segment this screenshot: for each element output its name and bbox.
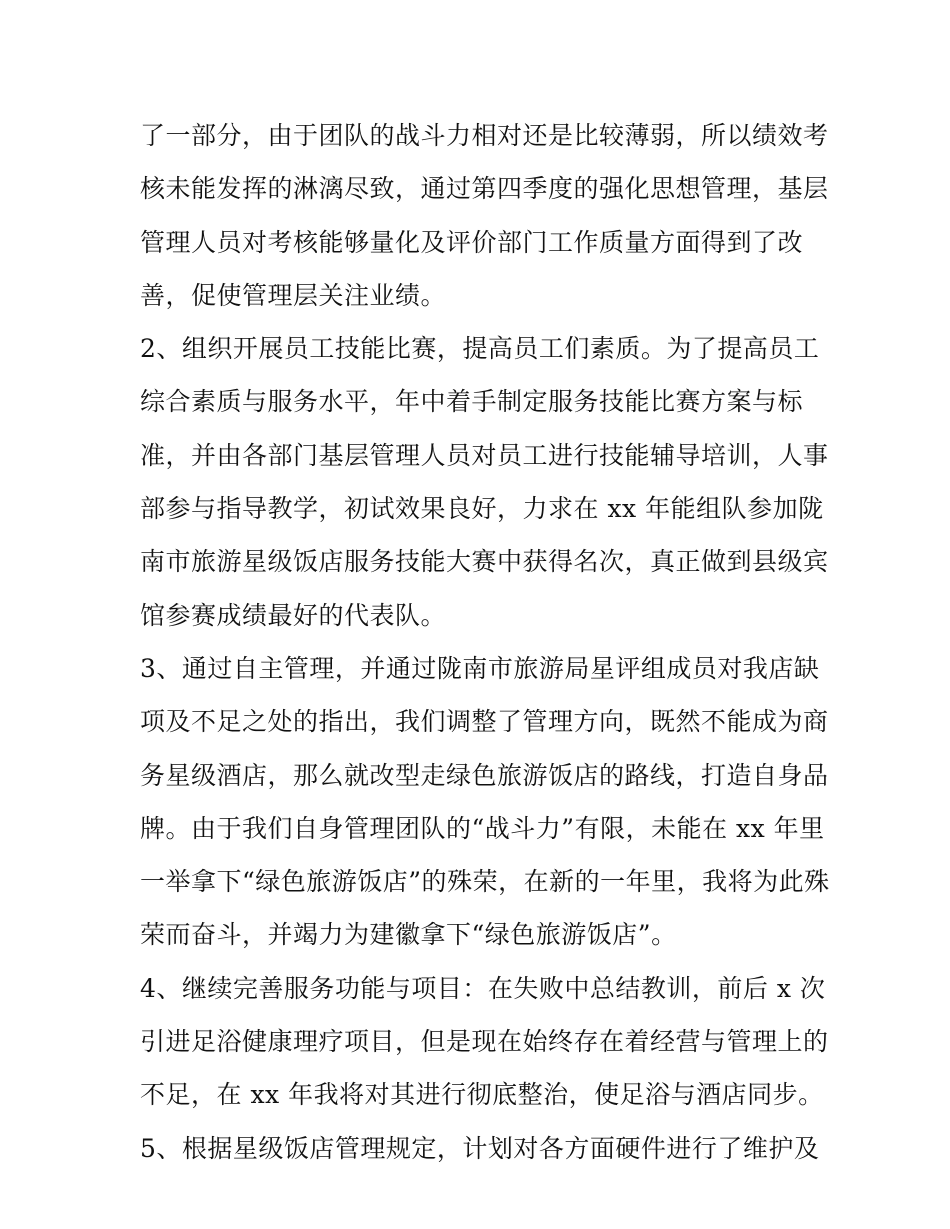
text-line: 管理人员对考核能够量化及评价部门工作质量方面得到了改 [140, 227, 804, 257]
text-line: 馆参赛成绩最好的代表队。 [140, 600, 447, 630]
text-line: 3、通过自主管理，并通过陇南市旅游局星评组成员对我店缺 [140, 653, 820, 683]
text-line: 核未能发挥的淋漓尽致，通过第四季度的强化思想管理，基层 [140, 174, 829, 204]
text-line: 了一部分，由于团队的战斗力相对还是比较薄弱，所以绩效考 [140, 121, 829, 150]
text-line: 不足，在 xx 年我将对其进行彻底整治，使足浴与酒店同步。 [140, 1080, 824, 1110]
text-line: 南市旅游星级饭店服务技能大赛中获得名次，真正做到县级宾 [140, 547, 829, 577]
text-line: 项及不足之处的指出，我们调整了管理方向，既然不能成为商 [140, 707, 829, 737]
text-line: 善，促使管理层关注业绩。 [140, 280, 447, 310]
text-line: 综合素质与服务水平，年中着手制定服务技能比赛方案与标 [140, 387, 804, 417]
text-line: 引进足浴健康理疗项目，但是现在始终存在着经营与管理上的 [140, 1027, 829, 1057]
body-text [140, 109, 830, 1175]
text-line: 荣而奋斗，并竭力为建徽拿下“绿色旅游饭店”。 [140, 920, 677, 950]
text-line: 2、组织开展员工技能比赛，提高员工们素质。为了提高员工 [140, 334, 820, 364]
text-line: 5、根据星级饭店管理规定，计划对各方面硬件进行了维护及 [140, 1133, 820, 1163]
text-line: 牌。由于我们自身管理团队的“战斗力”有限，未能在 xx 年里 [140, 813, 825, 843]
text-line: 一举拿下“绿色旅游饭店”的殊荣，在新的一年里，我将为此殊 [140, 867, 830, 897]
text-line: 4、继续完善服务功能与项目：在失败中总结教训，前后 x 次 [140, 973, 826, 1003]
text-line: 部参与指导教学，初试效果良好，力求在 xx 年能组队参加陇 [140, 494, 824, 524]
text-line: 务星级酒店，那么就改型走绿色旅游饭店的路线，打造自身品 [140, 760, 829, 790]
text-line: 准，并由各部门基层管理人员对员工进行技能辅导培训，人事 [140, 440, 829, 470]
